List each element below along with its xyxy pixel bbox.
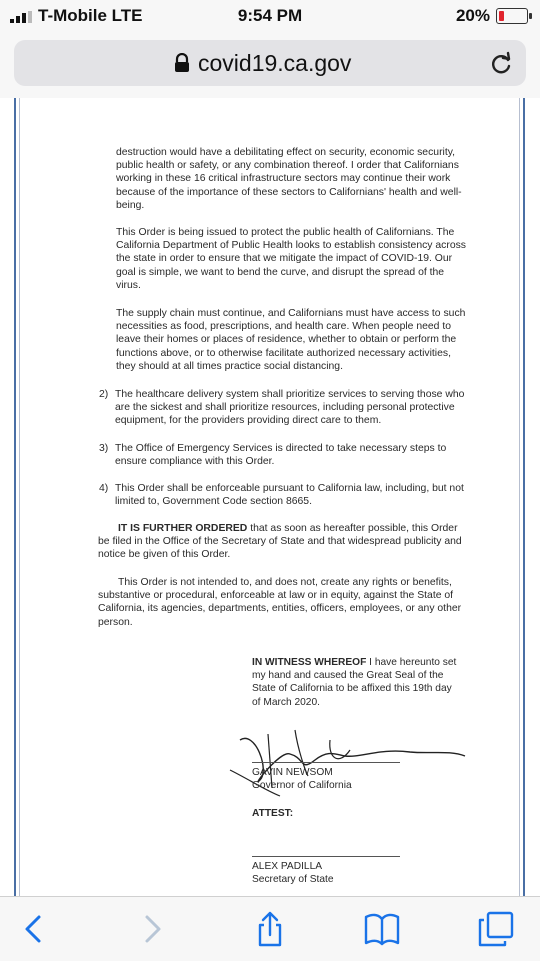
address-bar[interactable] (14, 40, 526, 86)
browser-header (0, 32, 540, 98)
document-border-right (523, 98, 525, 896)
paragraph-no-rights (98, 576, 470, 629)
item-number: 4) (99, 483, 109, 494)
carrier-label: T-Mobile LTE (38, 6, 143, 25)
item-number: 3) (99, 443, 109, 454)
safari-toolbar (0, 896, 540, 961)
attest-label: ATTEST: (252, 808, 294, 819)
paragraph-critical-sectors: destruction would have a debilitating effect on security, economic security, public health or safety, or any combination thereof. I order that Californians working in these 16 critical infrastructure sectors may continue their work because of the importance of these sectors to Californians' health and well-being. (116, 147, 462, 211)
item-number: 2) (99, 389, 109, 400)
witness-text: I have hereunto set my hand and caused the Great Seal of the State of California to be affixed this 19th day of March 2020. (252, 657, 457, 708)
back-icon[interactable] (14, 911, 54, 947)
share-icon[interactable] (250, 911, 290, 947)
bookmarks-icon[interactable] (362, 911, 402, 947)
witness-heading: IN WITNESS WHEREOF (252, 657, 367, 668)
paragraph-supply-chain: The supply chain must continue, and Californians must have access to such necessities as food, prescriptions, and health care. When people need to leave their homes or places of residence, whether to obtain or perform the functions above, or to otherwise facilitate authorized necessary activities, they should at all times practice social distancing. (116, 308, 466, 372)
document-frame-right (519, 98, 520, 896)
document-border-left (14, 98, 16, 896)
item-text: The Office of Emergency Services is directed to take necessary steps to ensure compliance with this Order. (115, 443, 447, 468)
item-text: The healthcare delivery system shall prioritize services to serving those who are the sickest and shall prioritize resources, including personal protective equipment, for the providers providing direct care to them. (115, 389, 465, 427)
battery-icon (496, 8, 528, 24)
governor-title: Governor of California (252, 780, 352, 791)
lock-icon (172, 53, 192, 73)
reload-icon[interactable] (488, 51, 514, 77)
no-rights-text: This Order is not intended to, and does not, create any rights or benefits, substantive or procedural, enforceable at law or in equity, against the State of California, its agencies, departments, entities, officers, employees, or any other person. (98, 577, 462, 628)
secretary-signature-line (252, 856, 400, 857)
further-ordered-heading: IT IS FURTHER ORDERED (118, 523, 248, 534)
governor-signature-line (252, 762, 400, 763)
status-bar (0, 0, 540, 32)
tabs-icon[interactable] (476, 911, 516, 947)
clock: 9:54 PM (237, 6, 303, 25)
secretary-name: ALEX PADILLA (252, 861, 323, 872)
url-text[interactable]: covid19.ca.gov (198, 50, 352, 76)
forward-icon[interactable] (132, 911, 172, 947)
paragraph-public-health: This Order is being issued to protect the public health of Californians. The California Department of Public Health looks to establish consistency across the state in order to ensure that we mitigate the impact of COVID-19. Our goal is simple, we want to bend the curve, and disrupt the spread of the virus. (116, 227, 466, 291)
witness-block (252, 656, 462, 709)
item-text: This Order shall be enforceable pursuant to California law, including, but not limited to, Government Code section 8665. (115, 483, 464, 508)
paragraph-further-ordered (98, 522, 470, 562)
web-content[interactable] (0, 98, 540, 896)
secretary-title: Secretary of State (252, 874, 334, 885)
governor-name: GAVIN NEWSOM (252, 767, 333, 778)
further-ordered-text: that as soon as hereafter possible, this Order be filed in the Office of the Secretary of State and that widespread publicity and notice be given of this Order. (98, 523, 462, 561)
battery-percent: 20% (455, 6, 490, 25)
executive-order-page (20, 98, 519, 896)
